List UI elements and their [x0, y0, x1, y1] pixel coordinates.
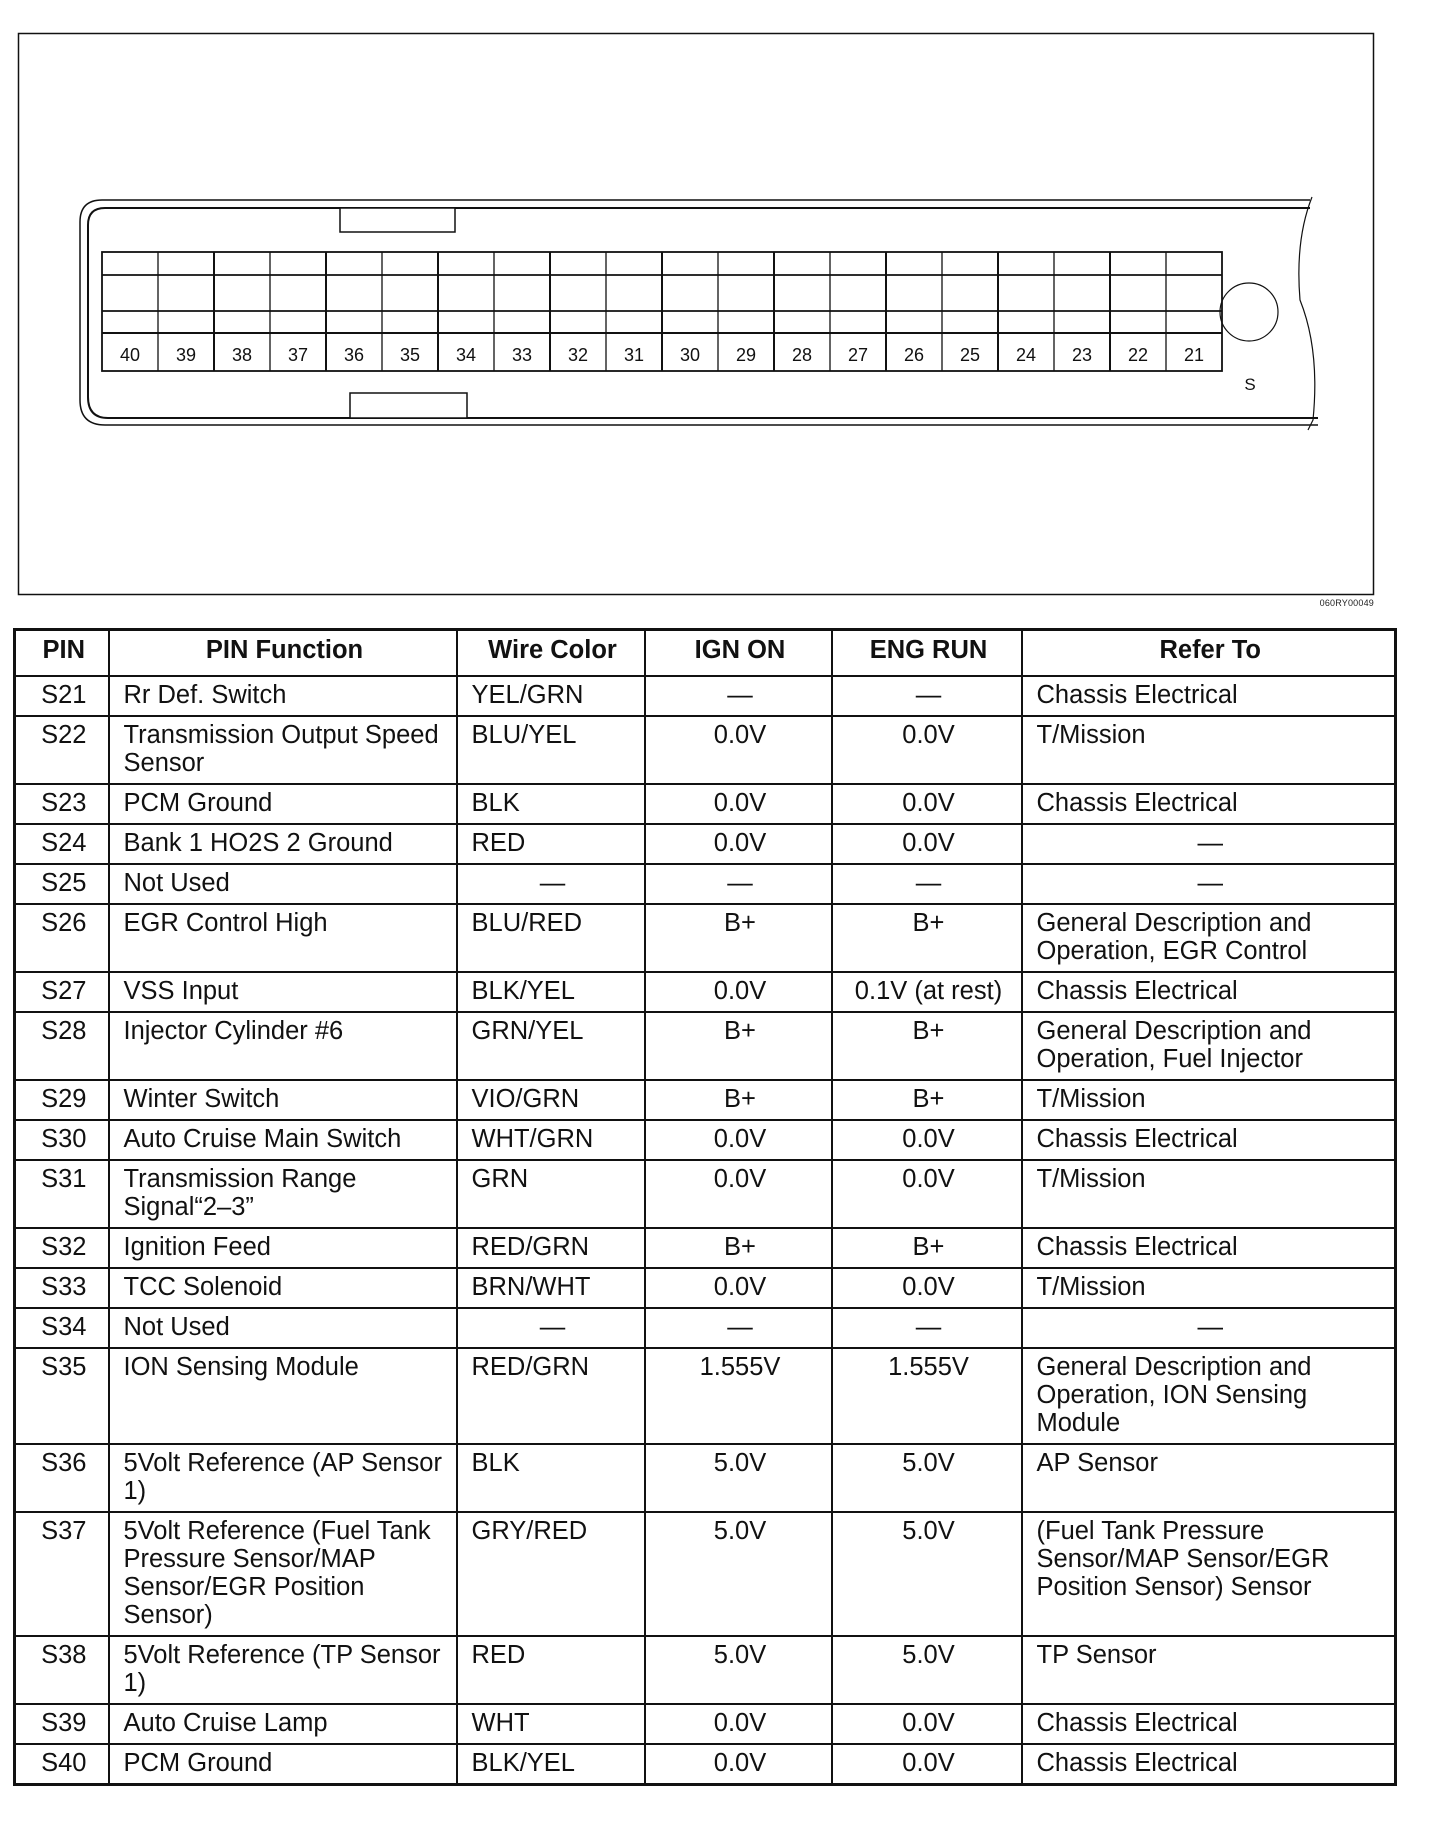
cell-pin-function: Not Used: [109, 864, 457, 904]
cell-refer-to: Chassis Electrical: [1022, 1744, 1396, 1785]
cell-ign-on: B+: [645, 1228, 832, 1268]
cell-pin: S26: [15, 904, 109, 972]
cell-refer-to: T/Mission: [1022, 1268, 1396, 1308]
cell-eng-run: 0.1V (at rest): [832, 972, 1022, 1012]
cell-eng-run: B+: [832, 1012, 1022, 1080]
cell-eng-run: B+: [832, 1228, 1022, 1268]
cell-pin-function: PCM Ground: [109, 1744, 457, 1785]
cell-pin: S33: [15, 1268, 109, 1308]
table-row: [15, 972, 1396, 1012]
cell-refer-to: General Description and Operation, Fuel Injector: [1022, 1012, 1396, 1080]
cell-pin-function: 5Volt Reference (Fuel Tank Pressure Sensor/MAP Sensor/EGR Position Sensor): [109, 1512, 457, 1636]
table-row: [15, 1228, 1396, 1268]
table-row: [15, 1308, 1396, 1348]
cell-refer-to: AP Sensor: [1022, 1444, 1396, 1512]
cell-refer-to: Chassis Electrical: [1022, 1704, 1396, 1744]
table-row: [15, 1080, 1396, 1120]
table-row: [15, 1512, 1396, 1636]
table-row: [15, 824, 1396, 864]
cell-pin-function: EGR Control High: [109, 904, 457, 972]
cell-wire-color: RED/GRN: [457, 1228, 645, 1268]
cell-pin-function: Bank 1 HO2S 2 Ground: [109, 824, 457, 864]
pin-number: 21: [1183, 345, 1205, 365]
top-lock-tab: [340, 208, 455, 232]
table-row: [15, 1160, 1396, 1228]
table-row: [15, 1012, 1396, 1080]
cell-pin: S37: [15, 1512, 109, 1636]
cell-wire-color: BRN/WHT: [457, 1268, 645, 1308]
pin-number: 34: [455, 345, 477, 365]
table-row: [15, 1704, 1396, 1744]
cell-wire-color: GRY/RED: [457, 1512, 645, 1636]
cell-pin: S34: [15, 1308, 109, 1348]
cell-eng-run: 0.0V: [832, 1120, 1022, 1160]
cell-ign-on: 0.0V: [645, 1268, 832, 1308]
cell-ign-on: 0.0V: [645, 972, 832, 1012]
cell-pin: S31: [15, 1160, 109, 1228]
cell-ign-on: 1.555V: [645, 1348, 832, 1444]
cell-refer-to: General Description and Operation, EGR Control: [1022, 904, 1396, 972]
cell-ign-on: 0.0V: [645, 716, 832, 784]
cell-pin: S21: [15, 676, 109, 716]
cell-eng-run: 5.0V: [832, 1444, 1022, 1512]
table-header-row: [15, 630, 1396, 677]
connector-housing-outer: [80, 200, 1318, 425]
pin-grid: [102, 252, 1222, 371]
pin-number: 27: [847, 345, 869, 365]
cell-refer-to: TP Sensor: [1022, 1636, 1396, 1704]
cell-ign-on: 5.0V: [645, 1512, 832, 1636]
table-row: [15, 676, 1396, 716]
cell-refer-to: T/Mission: [1022, 716, 1396, 784]
cell-eng-run: 0.0V: [832, 824, 1022, 864]
cell-refer-to: Chassis Electrical: [1022, 1120, 1396, 1160]
cell-ign-on: 0.0V: [645, 1120, 832, 1160]
cell-pin-function: Transmission Range Signal“2–3”: [109, 1160, 457, 1228]
table-row: [15, 1636, 1396, 1704]
cell-wire-color: BLK: [457, 1444, 645, 1512]
cell-pin: S22: [15, 716, 109, 784]
guide-pin-circle: [1220, 283, 1278, 341]
cell-refer-to: (Fuel Tank Pressure Sensor/MAP Sensor/EGR Position Sensor) Sensor: [1022, 1512, 1396, 1636]
cell-pin-function: Rr Def. Switch: [109, 676, 457, 716]
cell-pin-function: Auto Cruise Main Switch: [109, 1120, 457, 1160]
cell-pin-function: Auto Cruise Lamp: [109, 1704, 457, 1744]
cell-refer-to: Chassis Electrical: [1022, 676, 1396, 716]
cell-wire-color: —: [457, 1308, 645, 1348]
cell-pin-function: Winter Switch: [109, 1080, 457, 1120]
cell-wire-color: —: [457, 864, 645, 904]
cell-pin-function: Injector Cylinder #6: [109, 1012, 457, 1080]
pin-number: 38: [231, 345, 253, 365]
diagram-frame: [19, 34, 1374, 595]
cell-pin: S32: [15, 1228, 109, 1268]
pin-number: 40: [119, 345, 141, 365]
cell-eng-run: 5.0V: [832, 1512, 1022, 1636]
cell-pin: S24: [15, 824, 109, 864]
cell-eng-run: —: [832, 864, 1022, 904]
table-row: [15, 784, 1396, 824]
cell-pin: S40: [15, 1744, 109, 1785]
cell-eng-run: —: [832, 676, 1022, 716]
table-row: [15, 1268, 1396, 1308]
pin-table: [13, 628, 1397, 1786]
cell-eng-run: 0.0V: [832, 784, 1022, 824]
cell-eng-run: B+: [832, 1080, 1022, 1120]
cell-ign-on: 5.0V: [645, 1636, 832, 1704]
pin-number: 23: [1071, 345, 1093, 365]
table-row: [15, 716, 1396, 784]
connector-label: S: [1244, 375, 1256, 394]
cell-eng-run: 0.0V: [832, 1744, 1022, 1785]
cell-wire-color: BLK: [457, 784, 645, 824]
connector-diagram: [0, 0, 1440, 620]
header-pin-function: PIN Function: [109, 630, 457, 677]
pin-number: 39: [175, 345, 197, 365]
cell-ign-on: B+: [645, 904, 832, 972]
bottom-lock-tab: [350, 393, 467, 418]
cell-pin: S30: [15, 1120, 109, 1160]
pin-number: 24: [1015, 345, 1037, 365]
cell-ign-on: B+: [645, 1012, 832, 1080]
pin-number: 35: [399, 345, 421, 365]
cell-ign-on: 0.0V: [645, 1160, 832, 1228]
cell-wire-color: BLK/YEL: [457, 972, 645, 1012]
cell-eng-run: 0.0V: [832, 716, 1022, 784]
table-row: [15, 904, 1396, 972]
cell-ign-on: 0.0V: [645, 824, 832, 864]
header-pin: PIN: [15, 630, 109, 677]
figure-code: 060RY00049: [1319, 598, 1374, 608]
cell-ign-on: 5.0V: [645, 1444, 832, 1512]
header-refer-to: Refer To: [1022, 630, 1396, 677]
cell-wire-color: YEL/GRN: [457, 676, 645, 716]
pin-number: 31: [623, 345, 645, 365]
cell-wire-color: BLK/YEL: [457, 1744, 645, 1785]
cell-pin-function: 5Volt Reference (AP Sensor 1): [109, 1444, 457, 1512]
cell-pin: S38: [15, 1636, 109, 1704]
pin-number: 29: [735, 345, 757, 365]
pin-number: 37: [287, 345, 309, 365]
cell-wire-color: RED: [457, 1636, 645, 1704]
header-eng-run: ENG RUN: [832, 630, 1022, 677]
cell-pin-function: PCM Ground: [109, 784, 457, 824]
cell-pin: S39: [15, 1704, 109, 1744]
table-row: [15, 1444, 1396, 1512]
pin-number: 30: [679, 345, 701, 365]
cell-ign-on: —: [645, 864, 832, 904]
cell-wire-color: VIO/GRN: [457, 1080, 645, 1120]
cell-refer-to: —: [1022, 864, 1396, 904]
cell-wire-color: BLU/RED: [457, 904, 645, 972]
cell-refer-to: Chassis Electrical: [1022, 972, 1396, 1012]
header-wire-color: Wire Color: [457, 630, 645, 677]
cell-ign-on: —: [645, 1308, 832, 1348]
cell-wire-color: WHT/GRN: [457, 1120, 645, 1160]
cell-eng-run: 0.0V: [832, 1268, 1022, 1308]
cell-ign-on: —: [645, 676, 832, 716]
cell-wire-color: GRN/YEL: [457, 1012, 645, 1080]
pin-number: 25: [959, 345, 981, 365]
connector-break-line: [1299, 197, 1315, 430]
cell-refer-to: —: [1022, 1308, 1396, 1348]
table-row: [15, 1120, 1396, 1160]
cell-pin-function: 5Volt Reference (TP Sensor 1): [109, 1636, 457, 1704]
cell-refer-to: T/Mission: [1022, 1160, 1396, 1228]
cell-wire-color: WHT: [457, 1704, 645, 1744]
cell-pin: S27: [15, 972, 109, 1012]
cell-wire-color: RED: [457, 824, 645, 864]
cell-pin: S29: [15, 1080, 109, 1120]
cell-pin-function: Transmission Output Speed Sensor: [109, 716, 457, 784]
cell-wire-color: BLU/YEL: [457, 716, 645, 784]
cell-refer-to: General Description and Operation, ION Sensing Module: [1022, 1348, 1396, 1444]
cell-eng-run: 0.0V: [832, 1704, 1022, 1744]
cell-pin: S35: [15, 1348, 109, 1444]
cell-pin-function: ION Sensing Module: [109, 1348, 457, 1444]
connector-housing-inner: [88, 208, 1318, 418]
cell-wire-color: GRN: [457, 1160, 645, 1228]
cell-eng-run: 1.555V: [832, 1348, 1022, 1444]
cell-eng-run: 0.0V: [832, 1160, 1022, 1228]
cell-eng-run: 5.0V: [832, 1636, 1022, 1704]
cell-pin-function: Not Used: [109, 1308, 457, 1348]
table-row: [15, 1348, 1396, 1444]
pin-number: 26: [903, 345, 925, 365]
table-row: [15, 864, 1396, 904]
pin-number: 28: [791, 345, 813, 365]
cell-pin-function: VSS Input: [109, 972, 457, 1012]
pin-number: 33: [511, 345, 533, 365]
table-row: [15, 1744, 1396, 1785]
cell-eng-run: B+: [832, 904, 1022, 972]
cell-eng-run: —: [832, 1308, 1022, 1348]
cell-wire-color: RED/GRN: [457, 1348, 645, 1444]
header-ign-on: IGN ON: [645, 630, 832, 677]
cell-refer-to: Chassis Electrical: [1022, 784, 1396, 824]
cell-ign-on: B+: [645, 1080, 832, 1120]
cell-pin: S36: [15, 1444, 109, 1512]
cell-pin: S25: [15, 864, 109, 904]
cell-pin: S23: [15, 784, 109, 824]
cell-refer-to: —: [1022, 824, 1396, 864]
pin-number: 32: [567, 345, 589, 365]
cell-pin-function: Ignition Feed: [109, 1228, 457, 1268]
cell-pin-function: TCC Solenoid: [109, 1268, 457, 1308]
cell-ign-on: 0.0V: [645, 1704, 832, 1744]
cell-pin: S28: [15, 1012, 109, 1080]
pin-number: 22: [1127, 345, 1149, 365]
cell-refer-to: T/Mission: [1022, 1080, 1396, 1120]
cell-ign-on: 0.0V: [645, 1744, 832, 1785]
cell-refer-to: Chassis Electrical: [1022, 1228, 1396, 1268]
pin-number: 36: [343, 345, 365, 365]
cell-ign-on: 0.0V: [645, 784, 832, 824]
